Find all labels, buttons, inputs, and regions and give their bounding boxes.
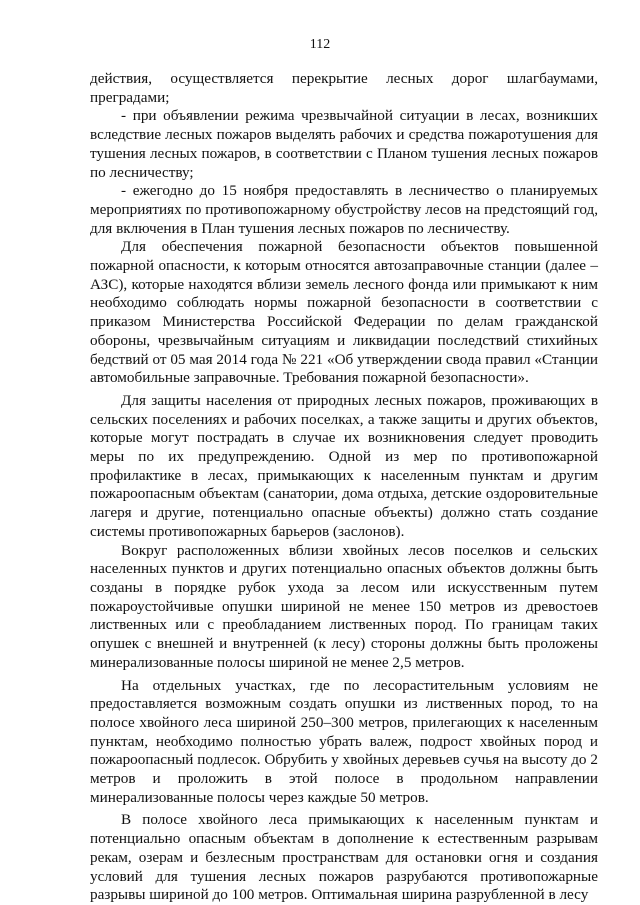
- paragraph-continuation: действия, осуществляется перекрытие лесных дорог шлагбаумами, преградами;: [90, 70, 598, 106]
- paragraph-population-protection: Для защиты населения от природных лесных пожаров, проживающих в сельских поселениях и рабочих поселках, а также защиты и других объектов, которые могут пострадать в случае их возникновения следует проводить меры по их предупреждению. Одной из мер по противопожарной профилактике в лесах, примыкающих к населенным пунктам и другим пожароопасным объектам (санатории, дома отдыха, детские оздоровительные лагеря и другие, потенциально опасные объекты) должно стать создание системы противопожарных барьеров (заслонов).: [90, 391, 598, 540]
- document-body: [90, 70, 598, 905]
- paragraph-separate-areas: На отдельных участках, где по лесорастительным условиям не предоставляется возможным создать опушки из лиственных пород, то на полосе хвойного леса шириной 250–300 метров, прилегающих к населенным пунктам, необходимо полностью убрать валеж, подрост хвойных пород и пожароопасный подлесок. Обрубить у хвойных деревьев сучья на высоту до 2 метров и проложить в этой полосе в продольном направлении минерализованные полосы через каждые 50 метров.: [90, 676, 598, 806]
- paragraph-fuel-stations: Для обеспечения пожарной безопасности объектов повышенной пожарной опасности, к которым относятся автозаправочные станции (далее – АЗС), которые находятся вблизи земель лесного фонда или примыкают к ним необходимо соблюдать нормы пожарной безопасности в соответствии с приказом Министерства Российской Федерации по делам гражданской обороны, чрезвычайным ситуациям и ликвидации последствий стихийных бедствий от 05 мая 2014 года № 221 «Об утверждении свода правил «Станции автомобильные заправочные. Требования пожарной безопасности».: [90, 238, 598, 387]
- list-item-annual-report: - ежегодно до 15 ноября предоставлять в лесничество о планируемых мероприятиях по противопожарному обустройству лесов на предстоящий год, для включения в План тушения лесных пожаров по лесничеству.: [90, 182, 598, 237]
- paragraph-fire-resistant-edges: Вокруг расположенных вблизи хвойных лесов поселков и сельских населенных пунктов и других потенциально опасных объектов должны быть созданы в порядке рубок ухода за лесом или искусственным путем пожароустойчивые опушки шириной не менее 150 метров из древостоев лиственных или с преобладанием лиственных пород. По границам таких опушек с внешней и внутренней (к лесу) стороны должны быть проложены минерализованные полосы шириной не менее 2,5 метров.: [90, 541, 598, 671]
- paragraph-firebreaks: В полосе хвойного леса примыкающих к населенным пунктам и потенциально опасным объектам в дополнение к естественным разрывам рекам, озерам и безлесным пространствам для остановки огня и создания условий для тушения лесных пожаров разрубаются противопожарные разрывы шириной до 100 метров. Оптимальная ширина разрубленной в лесу: [90, 811, 598, 904]
- page-number: 112: [309, 37, 331, 52]
- list-item-emergency-regime: - при объявлении режима чрезвычайной ситуации в лесах, возникших вследствие лесных пожаров выделять рабочих и средства пожаротушения для тушения лесных пожаров, в соответствии с Планом тушения лесных пожаров по лесничеству;: [90, 107, 598, 181]
